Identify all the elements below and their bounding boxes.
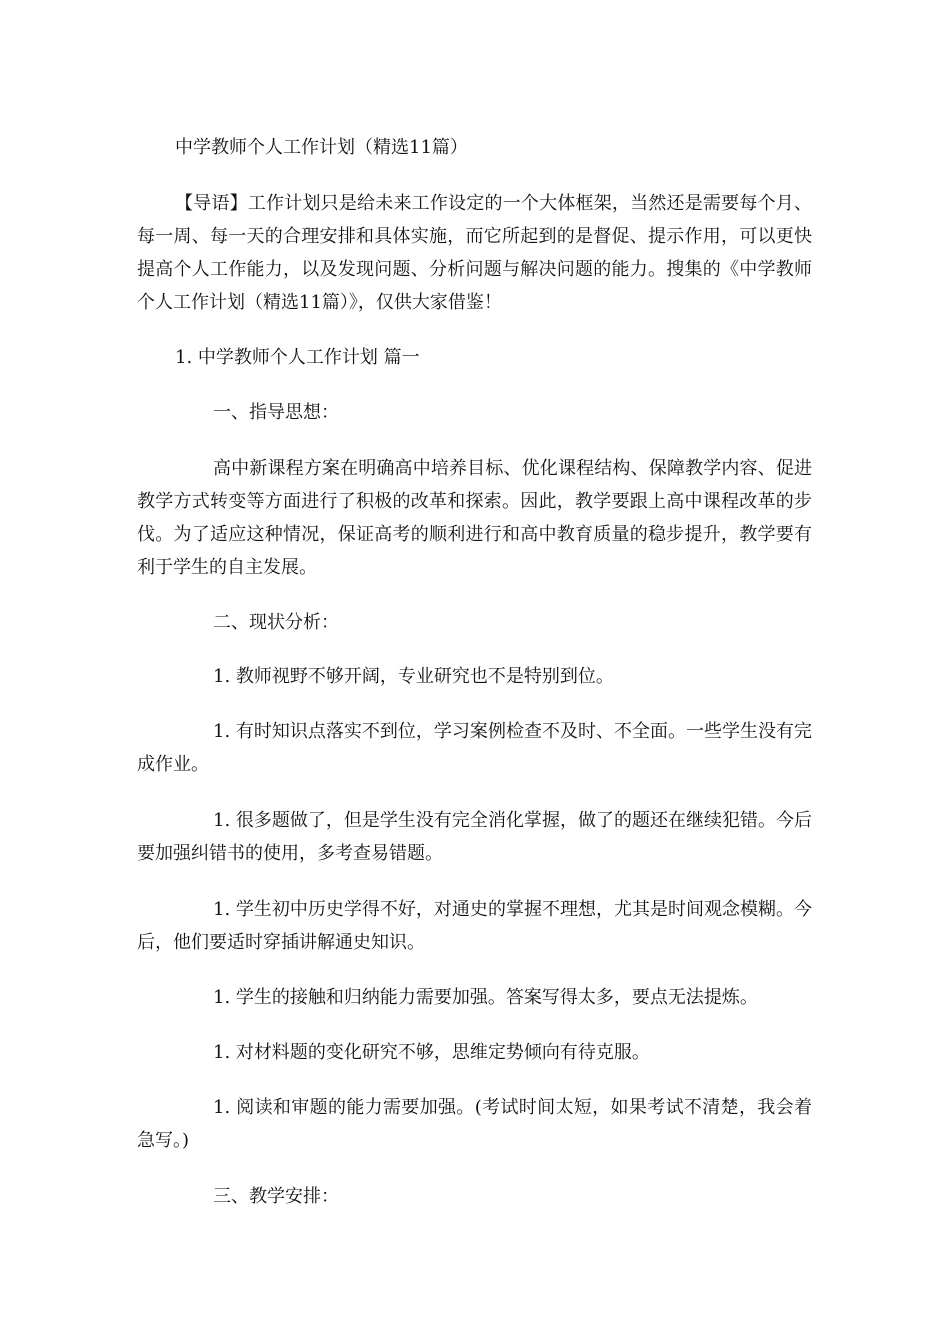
document-title: 中学教师个人工作计划（精选11篇） xyxy=(175,137,468,158)
part-three-heading: 三、教学安排： xyxy=(213,1186,339,1207)
list-item: 1. 阅读和审题的能力需要加强。(考试时间太短，如果考试不清楚，我会着急写。) xyxy=(137,1097,812,1151)
list-item: 1. 教师视野不够开阔，专业研究也不是特别到位。 xyxy=(213,666,614,687)
section-heading: 1. 中学教师个人工作计划 篇一 xyxy=(175,347,420,368)
list-item: 1. 学生的接触和归纳能力需要加强。答案写得太多，要点无法提炼。 xyxy=(213,987,758,1008)
list-item: 1. 很多题做了，但是学生没有完全消化掌握，做了的题还在继续犯错。今后要加强纠错书的使用，多考查易错题。 xyxy=(137,810,812,864)
part-one-heading: 一、指导思想： xyxy=(213,402,339,423)
intro-paragraph: 【导语】工作计划只是给未来工作设定的一个大体框架，当然还是需要每个月、每一周、每一天的合理安排和具体实施，而它所起到的是督促、提示作用，可以更快提高个人工作能力，以及发现问题、分析问题与解决问题的能力。搜集的《中学教师个人工作计划（精选11篇）》，仅供大家借鉴！ xyxy=(137,193,812,313)
list-item: 1. 有时知识点落实不到位，学习案例检查不及时、不全面。一些学生没有完成作业。 xyxy=(137,721,812,775)
list-item: 1. 对材料题的变化研究不够，思维定势倾向有待克服。 xyxy=(213,1042,650,1063)
part-one-paragraph: 高中新课程方案在明确高中培养目标、优化课程结构、保障教学内容、促进教学方式转变等方面进行了积极的改革和探索。因此，教学要跟上高中课程改革的步伐。为了适应这种情况，保证高考的顺利进行和高中教育质量的稳步提升，教学要有利于学生的自主发展。 xyxy=(137,458,812,578)
part-two-heading: 二、现状分析： xyxy=(213,612,339,633)
list-item: 1. 学生初中历史学得不好，对通史的掌握不理想，尤其是时间观念模糊。今后，他们要适时穿插讲解通史知识。 xyxy=(137,899,812,953)
